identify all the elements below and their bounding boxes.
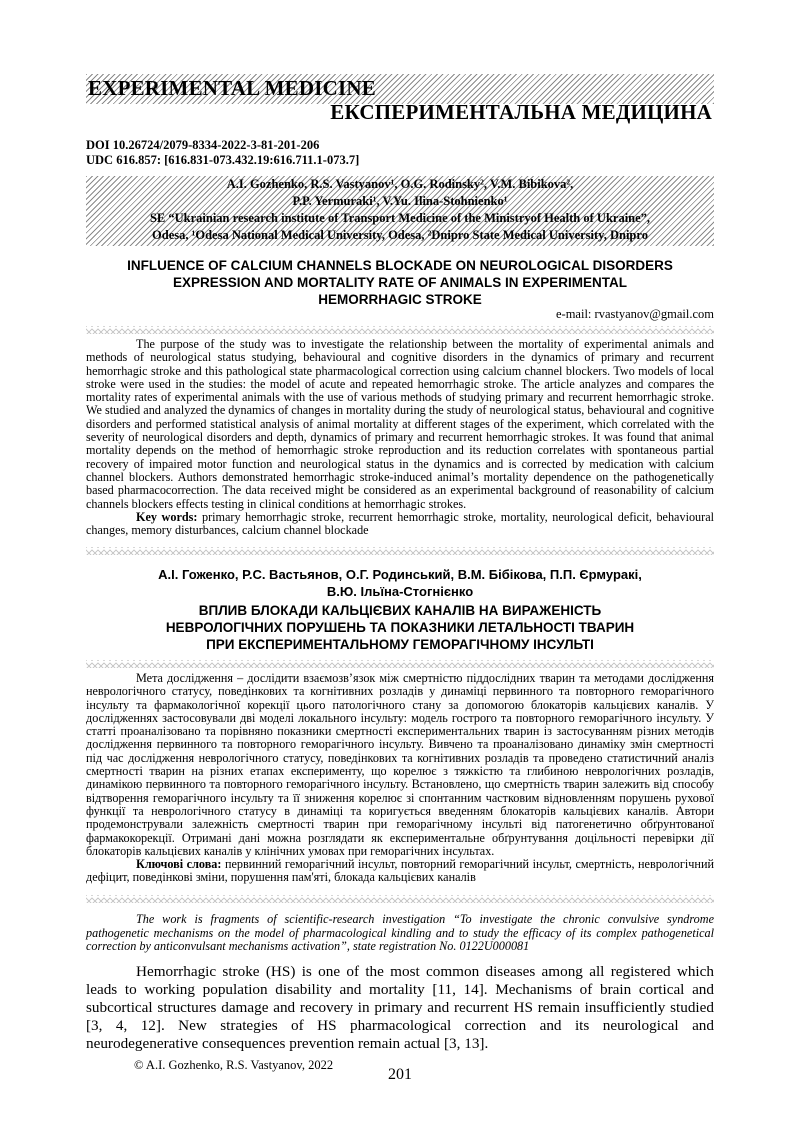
authors-ua-line-1: А.І. Гоженко, Р.С. Вастьянов, О.Г. Родинський, В.М. Бібікова, П.П. Єрмуракі, [158,567,642,582]
title-ua-line: ВПЛИВ БЛОКАДИ КАЛЬЦІЄВИХ КАНАЛІВ НА ВИРАЖЕНІСТЬ [198,603,602,618]
title-en-line: HEMORRHAGIC STROKE [318,292,482,307]
section-title-ua: ЕКСПЕРИМЕНТАЛЬНА МЕДИЦИНА [330,100,712,124]
keywords-ua [86,858,714,885]
keywords-ua-text: первинний геморагічний інсульт, повторний геморагічний інсульт, смертність, неврологічний дефіцит, поведінкові зміни, порушення пам'яті, блокада кальцієвих каналів [86,857,714,885]
divider [86,326,714,334]
doi: DOI 10.26724/2079-8334-2022-3-81-201-206 [86,138,320,152]
authors-block-ua [86,566,714,600]
contact-email: e-mail: rvastyanov@gmail.com [556,307,714,321]
authors-line-1: A.I. Gozhenko, R.S. Vastyanov¹, O.G. Rodinsky², V.M. Bibikova², [226,177,574,191]
abstract-ua-text: Мета дослідження – дослідити взаємозв’язок між смертністю піддослідних тварин та методами дослідження неврологічного статусу, поведінкових та когнітивних розладів у динаміці первинного та повторного геморагічного інсульту та фармакологічної корекції цього патологічного стану за допомогою блокаторів кальцієвих каналів. У дослідженнях застосовували дві моделі локального інсульту: модель гострого та повторного геморагічного інсульту. У статті проаналізовано та порівняно показники смертності експериментальних тварин із застосуванням різних методів дослідження первинного та повторного геморагічного інсульту. Вивчено та проаналізовано динаміку змін смертності під час дослідження неврологічного статусу, поведінкових та когнітивних розладів та проведено статистичний аналіз смертності тварин на різних етапах експерименту, що корелює з тяжкістю та глибиною неврологічних розладів, динамікою первинного та повторного геморагічного інсульту. Встановлено, що смертність тварин залежить від способу відтворення геморагічного інсульту та її зниження корелює зі спонтанним частковим відновленням порушень рухової функції та неврологічного статусу в динаміці та коригується введенням блокаторів кальцієвих каналів. Автори продемонстрували залежність смертності тварин при геморагічному інсульті від патогенетично обґрунтованої фармакокорекції. Отримані дані можна розглядати як експериментальне обґрунтування доцільності перевірки дії блокаторів кальцієвих каналів у клінічних умовах при геморагічних інсультах. [86,671,714,858]
abstract-en [86,338,714,537]
identifiers [86,138,359,168]
intro-paragraph: Hemorrhagic stroke (HS) is one of the most common diseases among all registered which leads to working population disability and mortality [11, 14]. Mechanisms of brain cortical and subcortical structures damage and recovery in primary and recurrent HS remain insufficiently studied [3, 4, 12]. New strategies of HS pharmacological correction and its neurological and neurodegenerative consequences prevention remain actual [3, 13]. [86,963,714,1052]
title-ua-line: ПРИ ЕКСПЕРИМЕНТАЛЬНОМУ ГЕМОРАГІЧНОМУ ІНСУЛЬТІ [206,637,594,652]
udc: UDC 616.857: [616.831-073.432.19:616.711.1-073.7] [86,153,360,167]
divider [86,895,714,903]
affiliation-line-1: SE “Ukrainian research institute of Transport Medicine of the Ministryof Health of Ukraine”, [149,211,651,225]
affiliation-line-2: Odesa, ¹Odesa National Medical University, Odesa, ²Dnipro State Medical University, Dnipro [152,228,648,242]
abstract-en-text: The purpose of the study was to investigate the relationship between the mortality of experimental animals and methods of neurological status studying, behavioural and cognitive disorders in the dynamics of primary and recurrent hemorrhagic stroke and this pathological state pharmacological correction using calcium channel blockers. Two models of local stroke were used in the studies: the model of acute and repeated hemorrhagic stroke. The article analyzes and compares the mortality rates of experimental animals with the use of various methods of studying primary and recurrent hemorrhagic stroke. We studied and analyzed the dynamics of changes in mortality during the study of neurological status, behavioural and cognitive disorders and performed statistical analysis of animal mortality at different stages of the experiment, which correlated with the severity of neurological disorders and depth, dynamics of primary and recurrent hemorrhagic strokes. It was found that animal mortality depends on the method of hemorrhagic stroke reproduction and its reduction correlates with spontaneous partial recovery of impaired motor function and neurological status in the dynamics and is corrected by medication with calcium channel blockers. Authors demonstrated hemorrhagic stroke-induced animal’s mortality dependence on the pathogenetically based pharmacocorrection. The data received might be considered as an experimental background of reasonability of calcium channels blockers effects testing in clinical conditions at hemorrhagic strokes. [86,337,714,511]
abstract-ua [86,672,714,885]
article-title-en [86,257,714,308]
keywords-en-text: primary hemorrhagic stroke, recurrent hemorrhagic stroke, mortality, neurological deficit, behavioural changes, memory disturbances, calcium channel blockade [86,509,714,538]
funding-note: The work is fragments of scientific-research investigation “To investigate the chronic convulsive syndrome pathogenetic mechanisms on the model of pharmacological kindling and to study the efficacy of its complex pathogenetical correction by anticonvulsant mechanisms activation”, state registration No. 0122U000081 [86,912,714,953]
page-number: 201 [388,1066,412,1083]
title-en-line: EXPRESSION AND MORTALITY RATE OF ANIMALS IN EXPERIMENTAL [172,275,628,290]
copyright: © A.I. Gozhenko, R.S. Vastyanov, 2022 [134,1058,334,1072]
keywords-ua-label: Ключові слова: [136,857,222,872]
section-banner-ua [86,96,714,126]
article-title-ua [86,602,714,653]
section-title-en: EXPERIMENTAL MEDICINE [88,76,376,100]
title-en-line: INFLUENCE OF CALCIUM CHANNELS BLOCKADE ON NEUROLOGICAL DISORDERS [127,258,673,273]
divider [86,660,714,668]
keywords-en [86,511,714,538]
authors-block-en [86,176,714,246]
keywords-en-label: Key words: [136,509,198,524]
authors-line-2: P.P. Yermuraki¹, V.Yu. Ilina-Stohnienko¹ [292,194,508,208]
title-ua-line: НЕВРОЛОГІЧНИХ ПОРУШЕНЬ ТА ПОКАЗНИКИ ЛЕТАЛЬНОСТІ ТВАРИН [165,620,635,635]
authors-ua-line-2: В.Ю. Ільїна-Стогнієнко [326,584,474,599]
divider [86,547,714,555]
